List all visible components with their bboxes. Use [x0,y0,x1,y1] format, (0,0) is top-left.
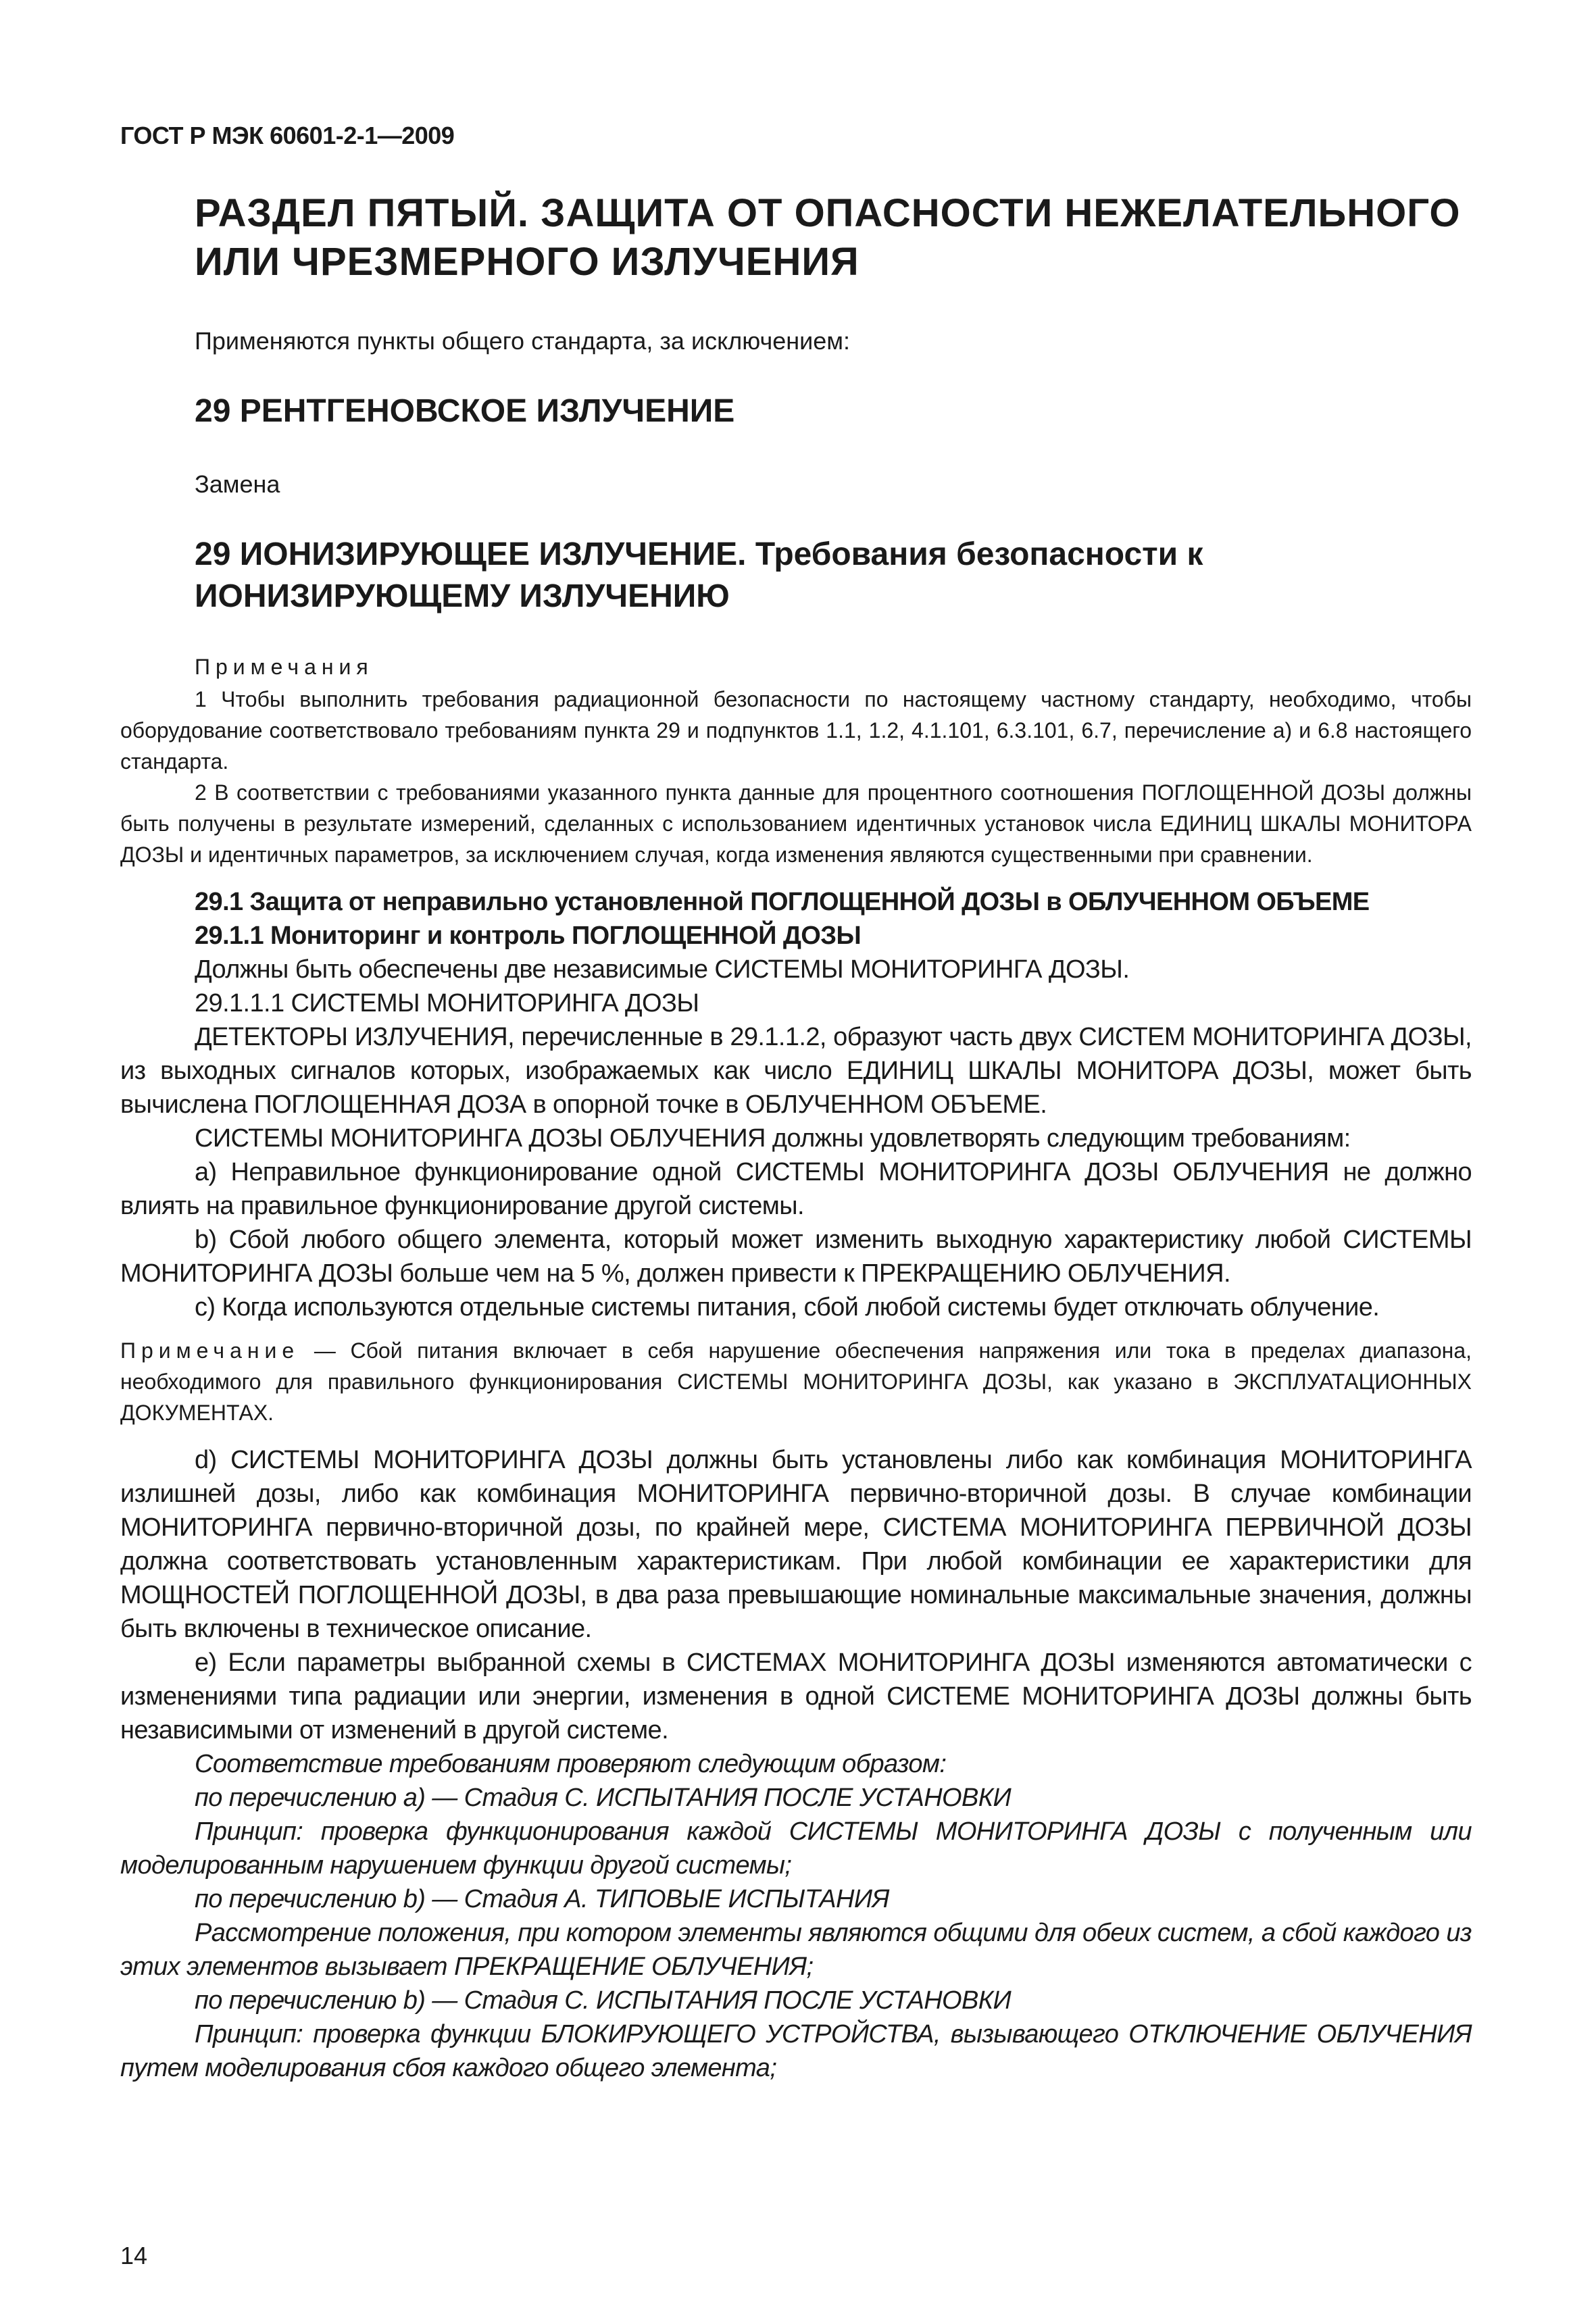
note-item: 1 Чтобы выполнить требования радиационной безопасности по настоящему частному стандарту, необходимо, чтобы оборудование соответствовало требованиям пункта 29 и подпунктов 1.1, 1.2, 4.1.101, 6.3.101, 6.7, перечисление а) и 6.8 настоящего стандарта. [120,687,1472,774]
list-item-d: d) СИСТЕМЫ МОНИТОРИНГА ДОЗЫ должны быть установлены либо как комбинация МОНИТОРИНГА излишней дозы, либо как комбинация МОНИТОРИНГА первично-вторичной дозы. В случае комбинации МОНИТОРИНГА первично-вторичной дозы, по крайней мере, СИСТЕМА МОНИТОРИНГА ПЕРВИЧНОЙ ДОЗЫ должна соответствовать установленным характеристикам. При любой комбинации ее характеристики для МОЩНОСТЕЙ ПОГЛОЩЕННОЙ ДОЗЫ, в два раза превышающие номинальные максимальные значения, должны быть включены в техническое описание. [120,1446,1472,1643]
compliance-check: по перечислению b) — Стадия С. ИСПЫТАНИЯ ПОСЛЕ УСТАНОВКИ [195,1986,1012,2015]
clause-29-old-title: 29 РЕНТГЕНОВСКОЕ ИЗЛУЧЕНИЕ [195,393,735,429]
note-label: Примечание [120,1338,300,1363]
notes-heading: Примечания [195,655,374,679]
note-item: 2 В соответствии с требованиями указанного пункта данные для процентного соотношения ПОГЛОЩЕННОЙ ДОЗЫ должны быть получены в результате измерений, сделанных с использованием идентичных установок числа ЕДИНИЦ ШКАЛЫ МОНИТОРА ДОЗЫ и идентичных параметров, за исключением случая, когда изменения являются существенными при сравнении. [120,780,1472,867]
compliance-check: по перечислению b) — Стадия А. ТИПОВЫЕ ИСПЫТАНИЯ [195,1885,889,1913]
compliance-check: Соответствие требованиям проверяют следующим образом: [195,1750,947,1778]
replacement-label: Замена [195,470,280,498]
document-page [120,122,1472,2085]
list-item-c: с) Когда используются отдельные системы питания, сбой любой системы будет отключать облучение. [195,1293,1380,1322]
clause-29-1-heading: 29.1 Защита от неправильно установленной ПОГЛОЩЕННОЙ ДОЗЫ в ОБЛУЧЕННОМ ОБЪЕМЕ [195,888,1370,916]
list-item-a: а) Неправильное функционирование одной СИСТЕМЫ МОНИТОРИНГА ДОЗЫ ОБЛУЧЕНИЯ не должно влиять на правильное функционирование другой системы. [120,1158,1472,1220]
section-title: РАЗДЕЛ ПЯТЫЙ. ЗАЩИТА ОТ ОПАСНОСТИ НЕЖЕЛАТЕЛЬНОГО ИЛИ ЧРЕЗМЕРНОГО ИЗЛУЧЕНИЯ [195,191,1461,284]
standard-designation: ГОСТ Р МЭК 60601-2-1—2009 [120,122,455,149]
paragraph: ДЕТЕКТОРЫ ИЗЛУЧЕНИЯ, перечисленные в 29.1.1.2, образуют часть двух СИСТЕМ МОНИТОРИНГА ДОЗЫ, из выходных сигналов которых, изображаемых как число ЕДИНИЦ ШКАЛЫ МОНИТОРА ДОЗЫ, может быть вычислена ПОГЛОЩЕННАЯ ДОЗА в опорной точке в ОБЛУЧЕННОМ ОБЪЕМЕ. [120,1023,1472,1119]
list-item-e: е) Если параметры выбранной схемы в СИСТЕМАХ МОНИТОРИНГА ДОЗЫ изменяются автоматически с изменениями типа радиации или энергии, изменения в одной СИСТЕМЕ МОНИТОРИНГА ДОЗЫ должны быть независимыми от изменений в другой системе. [120,1649,1472,1744]
heading-block [120,189,1472,618]
body-text [120,885,1472,2085]
paragraph: СИСТЕМЫ МОНИТОРИНГА ДОЗЫ ОБЛУЧЕНИЯ должны удовлетворять следующим требованиям: [195,1124,1351,1153]
clause-29-new-title: 29 ИОНИЗИРУЮЩЕЕ ИЗЛУЧЕНИЕ. Требования безопасности к ИОНИЗИРУЮЩЕМУ ИЗЛУЧЕНИЮ [195,536,1203,614]
page-number: 14 [120,2242,148,2269]
notes-block [120,651,1472,870]
power-failure-note [120,1335,1472,1428]
intro-text: Применяются пункты общего стандарта, за исключением: [195,327,850,355]
paragraph: 29.1.1.1 СИСТЕМЫ МОНИТОРИНГА ДОЗЫ [195,989,699,1017]
paragraph: Должны быть обеспечены две независимые СИСТЕМЫ МОНИТОРИНГА ДОЗЫ. [195,955,1130,984]
note-text: — Сбой питания включает в себя нарушение обеспечения напряжения или тока в пределах диапазона, необходимого для правильного функционирования СИСТЕМЫ МОНИТОРИНГА ДОЗЫ, как указано в ЭКСПЛУАТАЦИОННЫХ ДОКУМЕНТАХ. [120,1338,1472,1425]
compliance-check: Принцип: проверка функционирования каждой СИСТЕМЫ МОНИТОРИНГА ДОЗЫ с полученным или моделированным нарушением функции другой системы; [120,1817,1472,1880]
compliance-check: по перечислению а) — Стадия С. ИСПЫТАНИЯ ПОСЛЕ УСТАНОВКИ [195,1784,1012,1812]
clause-29-1-1-heading: 29.1.1 Мониторинг и контроль ПОГЛОЩЕННОЙ ДОЗЫ [195,922,862,950]
list-item-b: b) Сбой любого общего элемента, который может изменить выходную характеристику любой СИСТЕМЫ МОНИТОРИНГА ДОЗЫ больше чем на 5 %, должен привести к ПРЕКРАЩЕНИЮ ОБЛУЧЕНИЯ. [120,1226,1472,1288]
compliance-check: Принцип: проверка функции БЛОКИРУЮЩЕГО УСТРОЙСТВА, вызывающего ОТКЛЮЧЕНИЕ ОБЛУЧЕНИЯ путем моделирования сбоя каждого общего элемента; [120,2020,1472,2082]
compliance-check: Рассмотрение положения, при котором элементы являются общими для обеих систем, а сбой каждого из этих элементов вызывает ПРЕКРАЩЕНИЕ ОБЛУЧЕНИЯ; [120,1919,1472,1981]
